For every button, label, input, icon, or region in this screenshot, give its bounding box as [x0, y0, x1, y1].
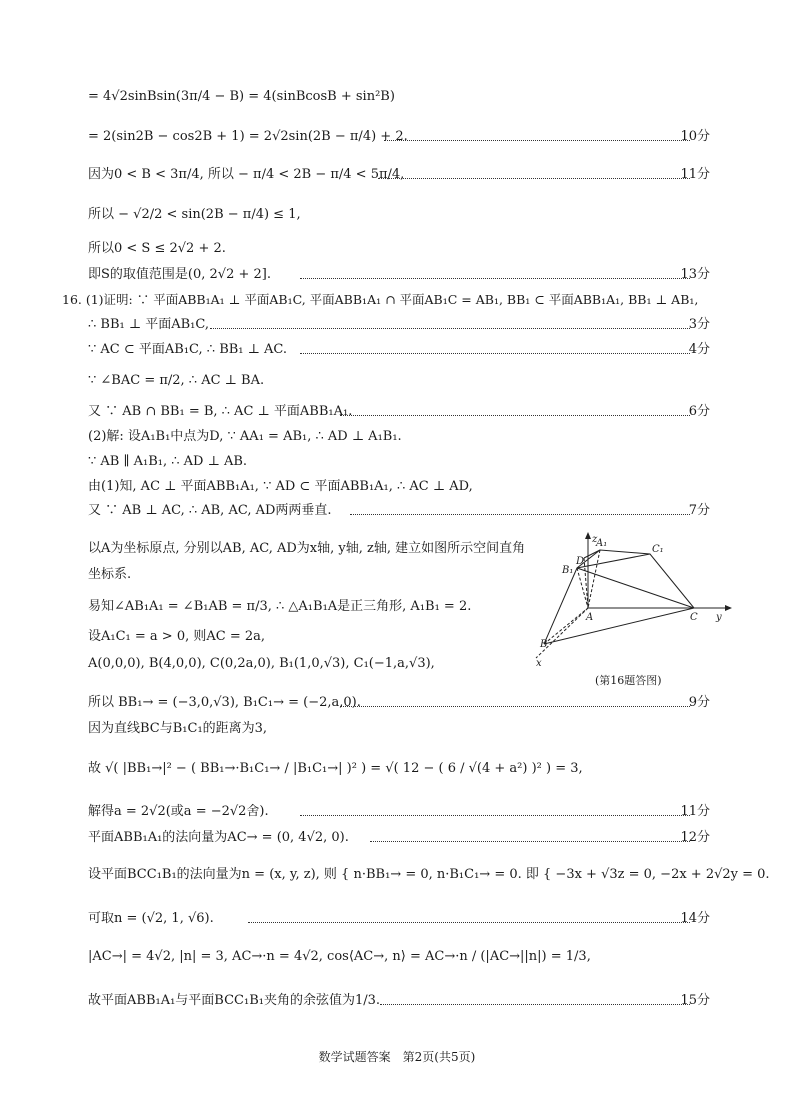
score-9: 9分 — [688, 695, 710, 710]
geometry-figure-16 — [532, 530, 737, 670]
z-arrow-icon — [585, 532, 591, 539]
score-15: 15分 — [680, 993, 710, 1008]
line-26: 设平面BCC₁B₁的法向量为n = (x, y, z), 则 { n·BB₁→ = 0, n·B₁C₁→ = 0. 即 { −3x + √3z = 0, −2x + 2√2y = 0. — [88, 867, 770, 882]
line-17: 坐标系. — [88, 567, 132, 582]
line-22: 因为直线BC与B₁C₁的距离为3, — [88, 721, 268, 736]
leader-dots — [300, 352, 690, 354]
score-11b: 11分 — [680, 804, 710, 819]
line-12: (2)解: 设A₁B₁中点为D, ∵ AA₁ = AB₁, ∴ AD ⊥ A₁B₁. — [88, 429, 402, 444]
edge-b1c — [577, 568, 694, 608]
label-c1: C₁ — [652, 544, 664, 555]
leader-dots — [378, 177, 690, 179]
line-6: 即S的取值范围是(0, 2√2 + 2]. — [88, 267, 271, 282]
score-7: 7分 — [688, 503, 710, 518]
line-10: ∵ ∠BAC = π/2, ∴ AC ⊥ BA. — [88, 373, 265, 388]
line-4: 所以 − √2/2 < sin(2B − π/4) ≤ 1, — [88, 207, 301, 222]
line-16: 以A为坐标原点, 分别以AB, AC, AD为x轴, y轴, z轴, 建立如图所示空间直角 — [88, 541, 526, 556]
line-29: 故平面ABB₁A₁与平面BCC₁B₁夹角的余弦值为1/3. — [88, 993, 381, 1008]
line-25: 平面ABB₁A₁的法向量为AC→ = (0, 4√2, 0). — [88, 830, 349, 845]
line-19: 设A₁C₁ = a > 0, 则AC = 2a, — [88, 629, 266, 644]
label-b: B — [540, 639, 548, 650]
label-b1: B₁ — [562, 565, 574, 576]
score-12: 12分 — [680, 830, 710, 845]
label-y: y — [716, 612, 722, 623]
line-8: ∴ BB₁ ⊥ 平面AB₁C, — [88, 317, 209, 332]
line-23: 故 √( |BB₁→|² − ( BB₁→·B₁C₁→ / |B₁C₁→| )² ) = √( 12 − ( 6 / √(4 + a²) )² ) = 3, — [88, 761, 583, 776]
q16-part1-statement: 16. (1)证明: ∵ 平面ABB₁A₁ ⊥ 平面AB₁C, 平面ABB₁A₁ ∩ 平面AB₁C = AB₁, BB₁ ⊂ 平面ABB₁A₁, BB₁ ⊥ AB₁, — [62, 292, 699, 307]
leader-dots — [340, 705, 690, 707]
page-footer: 数学试题答案 第2页(共5页) — [318, 1050, 476, 1064]
label-z: z — [592, 534, 598, 545]
line-3: 因为0 < B < 3π/4, 所以 − π/4 < 2B − π/4 < 5π/4, — [88, 167, 405, 182]
score-10: 10分 — [680, 129, 710, 144]
label-a: A — [586, 612, 594, 623]
score-11: 11分 — [680, 167, 710, 182]
leader-dots — [300, 814, 690, 816]
line-18: 易知∠AB₁A₁ = ∠B₁AB = π/3, ∴ △A₁B₁A是正三角形, A₁B₁ = 2. — [88, 599, 472, 614]
label-c: C — [690, 612, 698, 623]
line-14: 由(1)知, AC ⊥ 平面ABB₁A₁, ∵ AD ⊂ 平面ABB₁A₁, ∴ AC ⊥ AD, — [88, 479, 473, 494]
leader-dots — [380, 1003, 690, 1005]
leader-dots — [248, 921, 690, 923]
leader-dots — [300, 277, 690, 279]
leader-dots — [340, 414, 690, 416]
line-28: |AC→| = 4√2, |n| = 3, AC→·n = 4√2, cos⟨AC→, n⟩ = AC→·n / (|AC→||n|) = 1/3, — [88, 949, 591, 964]
line-20: A(0,0,0), B(4,0,0), C(0,2a,0), B₁(1,0,√3), C₁(−1,a,√3), — [88, 656, 435, 671]
label-a1: A₁ — [596, 538, 608, 549]
leader-dots — [350, 513, 690, 515]
line-2: = 2(sin2B − cos2B + 1) = 2√2sin(2B − π/4) + 2. — [88, 129, 408, 144]
edge-bc — [544, 608, 694, 644]
edge-aa1 — [588, 550, 600, 608]
line-21: 所以 BB₁→ = (−3,0,√3), B₁C₁→ = (−2,a,0). — [88, 695, 361, 710]
label-d: D — [576, 556, 585, 567]
label-x: x — [536, 658, 542, 669]
leader-dots — [384, 139, 690, 141]
line-24: 解得a = 2√2(或a = −2√2舍). — [88, 804, 269, 819]
line-13: ∵ AB ∥ A₁B₁, ∴ AD ⊥ AB. — [88, 454, 248, 469]
score-14: 14分 — [680, 911, 710, 926]
score-4: 4分 — [688, 342, 710, 357]
score-6: 6分 — [688, 404, 710, 419]
line-15: 又 ∵ AB ⊥ AC, ∴ AB, AC, AD两两垂直. — [88, 503, 332, 518]
leader-dots — [210, 327, 690, 329]
score-13: 13分 — [680, 267, 710, 282]
x-axis — [536, 608, 588, 658]
score-3: 3分 — [688, 317, 710, 332]
line-11: 又 ∵ AB ∩ BB₁ = B, ∴ AC ⊥ 平面ABB₁A₁. — [88, 404, 353, 419]
line-27: 可取n = (√2, 1, √6). — [88, 911, 214, 926]
line-5: 所以0 < S ≤ 2√2 + 2. — [88, 241, 226, 256]
figure-caption: (第16题答图) — [595, 674, 662, 687]
line-9: ∵ AC ⊂ 平面AB₁C, ∴ BB₁ ⊥ AC. — [88, 342, 288, 357]
y-arrow-icon — [725, 605, 732, 611]
leader-dots — [370, 840, 690, 842]
line-1: = 4√2sinBsin(3π/4 − B) = 4(sinBcosB + sin²B) — [88, 89, 395, 104]
